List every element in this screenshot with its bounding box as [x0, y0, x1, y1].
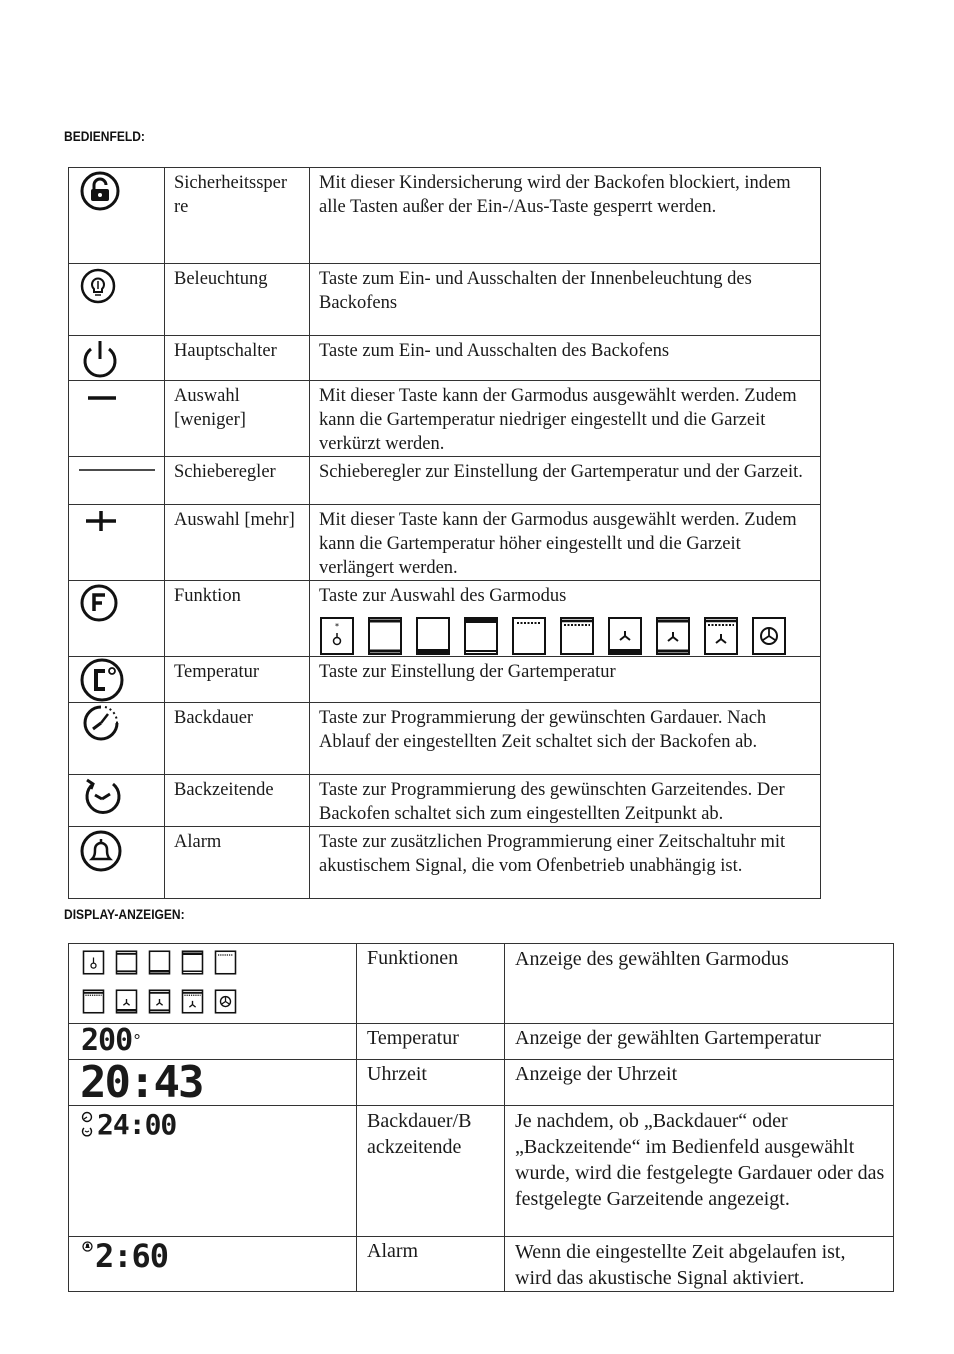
row-name: Uhrzeit — [357, 1060, 505, 1106]
table-row — [69, 381, 821, 457]
table-row — [69, 336, 821, 381]
slider-icon — [79, 467, 155, 473]
row-name: Temperatur — [165, 657, 310, 703]
icon-cell — [69, 581, 165, 657]
icon-cell — [69, 336, 165, 381]
alarm-readout: 2:60 — [95, 1237, 169, 1275]
degree-symbol: ° — [132, 1031, 141, 1050]
display-cell — [69, 1237, 357, 1292]
fan-grill-icon — [181, 989, 204, 1014]
fan-bottom-heat-icon — [607, 616, 643, 656]
minus-icon — [87, 393, 117, 403]
end-time-clock-icon — [79, 777, 125, 817]
icon-cell — [69, 775, 165, 827]
bottom-heat-icon — [148, 950, 171, 975]
control-panel-table — [68, 167, 821, 899]
row-name: Funktion — [165, 581, 310, 657]
row-description-text: Taste zur Auswahl des Garmodus — [319, 586, 567, 606]
display-cell — [69, 1106, 357, 1237]
duration-clock-icon — [79, 703, 125, 743]
mode-icon-row — [82, 950, 237, 975]
table-row — [69, 827, 821, 899]
icon-cell — [69, 381, 165, 457]
table-row — [69, 1060, 894, 1106]
display-table — [68, 943, 894, 1292]
row-description: Taste zur Programmierung des gewünschten Garzeitendes. Der Backofen schaltet sich zum eingestellten Zeitpunkt ab. — [310, 775, 821, 827]
icon-cell — [69, 457, 165, 505]
defrost-icon — [751, 616, 787, 656]
row-description: Anzeige des gewählten Garmodus — [505, 944, 894, 1024]
row-description: Taste zur Einstellung der Gartemperatur — [310, 657, 821, 703]
display-cell — [69, 1057, 357, 1108]
table-row — [69, 457, 821, 505]
end-time-small-icon — [81, 1125, 93, 1137]
defrost-icon — [214, 989, 237, 1014]
row-description: Mit dieser Kindersicherung wird der Backofen blockiert, indem alle Tasten außer der Ein-/Aus-Taste gesperrt werden. — [310, 168, 821, 264]
fan-top-bottom-heat-icon — [148, 989, 171, 1014]
display-cell — [69, 944, 357, 1024]
row-description: Taste zum Ein- und Ausschalten des Backofens — [310, 336, 821, 381]
row-description: Anzeige der Uhrzeit — [505, 1060, 894, 1106]
table-row — [69, 657, 821, 703]
table-row — [69, 1024, 894, 1060]
row-description: Je nachdem, ob „Backdauer“ oder „Backzeitende“ im Bedienfeld ausgewählt wurde, wird die festgelegte Gardauer oder das festgelegte Garzeitende angezeigt. — [505, 1106, 894, 1237]
fan-grill-icon — [703, 616, 739, 656]
top-bottom-heat-icon — [115, 950, 138, 975]
temperature-icon — [79, 657, 125, 703]
display-cell — [69, 1024, 357, 1060]
row-name: Funktionen — [357, 944, 505, 1024]
bottom-heat-icon — [415, 616, 451, 656]
row-name: Backzeitende — [165, 775, 310, 827]
fan-top-bottom-heat-icon — [655, 616, 691, 656]
icon-cell — [69, 168, 165, 264]
power-icon — [79, 338, 121, 380]
plus-icon — [85, 509, 117, 533]
table-row — [69, 581, 821, 657]
row-name: Schieberegler — [165, 457, 310, 505]
grill-icon — [511, 616, 547, 656]
icon-cell — [69, 827, 165, 899]
panel-heading: BEDIENFELD: — [64, 128, 145, 144]
top-heat-icon — [181, 950, 204, 975]
icon-cell — [69, 505, 165, 581]
grill-icon — [214, 950, 237, 975]
row-description: Schieberegler zur Einstellung der Gartemperatur und der Garzeit. — [310, 457, 821, 505]
row-description: Taste zur zusätzlichen Programmierung einer Zeitschaltuhr mit akustischem Signal, die vom Ofenbetrieb unabhängig ist. — [310, 827, 821, 899]
icon-cell — [69, 657, 165, 703]
lamp-mode-icon — [319, 616, 355, 656]
row-name: Temperatur — [357, 1024, 505, 1060]
table-row — [69, 505, 821, 581]
row-name: Backdauer — [165, 703, 310, 775]
lock-icon — [79, 170, 121, 212]
double-grill-icon — [559, 616, 595, 656]
row-name: Beleuchtung — [165, 264, 310, 336]
top-bottom-heat-icon — [367, 616, 403, 656]
table-row — [69, 1106, 894, 1237]
row-name: Alarm — [165, 827, 310, 899]
temperature-value: 200 — [81, 1023, 133, 1058]
row-name: Backdauer/B ackzeitende — [357, 1106, 505, 1237]
row-name: Auswahl [weniger] — [165, 381, 310, 457]
row-description: Anzeige der gewählten Gartemperatur — [505, 1024, 894, 1060]
cooking-mode-strip — [319, 616, 812, 656]
clock-readout: 20:43 — [80, 1057, 203, 1108]
row-description: Wenn die eingestellte Zeit abgelaufen ist, wird das akustische Signal aktiviert. — [505, 1237, 894, 1292]
table-row — [69, 944, 894, 1024]
row-description: Taste zum Ein- und Ausschalten der Innenbeleuchtung des Backofens — [310, 264, 821, 336]
display-heading: DISPLAY-ANZEIGEN: — [64, 906, 185, 922]
row-description — [310, 581, 821, 657]
light-bulb-icon — [79, 267, 117, 305]
row-description: Taste zur Programmierung der gewünschten Gardauer. Nach Ablauf der eingestellten Zeit schaltet sich der Backofen ab. — [310, 703, 821, 775]
mode-icon-row — [82, 989, 237, 1014]
row-description: Mit dieser Taste kann der Garmodus ausgewählt werden. Zudem kann die Gartemperatur höher eingestellt und die Garzeit verlängert werden. — [310, 505, 821, 581]
temperature-readout — [81, 1025, 141, 1057]
timer-readout: 24:00 — [97, 1108, 177, 1141]
alarm-small-icon — [82, 1241, 93, 1252]
row-description: Mit dieser Taste kann der Garmodus ausgewählt werden. Zudem kann die Gartemperatur niedriger eingestellt und die Garzeit verkürzt werden. — [310, 381, 821, 457]
display-mode-icons — [82, 950, 237, 1028]
duration-small-icon — [81, 1111, 93, 1123]
fan-bottom-heat-icon — [115, 989, 138, 1014]
table-row — [69, 264, 821, 336]
table-row — [69, 1237, 894, 1292]
row-name: Auswahl [mehr] — [165, 505, 310, 581]
row-name: Sicherheitssper re — [165, 168, 310, 264]
double-grill-icon — [82, 989, 105, 1014]
svg-text:*: * — [335, 622, 339, 631]
row-name: Hauptschalter — [165, 336, 310, 381]
table-row — [69, 168, 821, 264]
top-heat-icon — [463, 616, 499, 656]
icon-cell — [69, 703, 165, 775]
bell-icon — [79, 829, 123, 873]
table-row — [69, 775, 821, 827]
table-row — [69, 703, 821, 775]
function-icon — [79, 583, 119, 623]
lamp-mode-icon — [82, 950, 105, 975]
icon-cell — [69, 264, 165, 336]
row-name: Alarm — [357, 1237, 505, 1292]
